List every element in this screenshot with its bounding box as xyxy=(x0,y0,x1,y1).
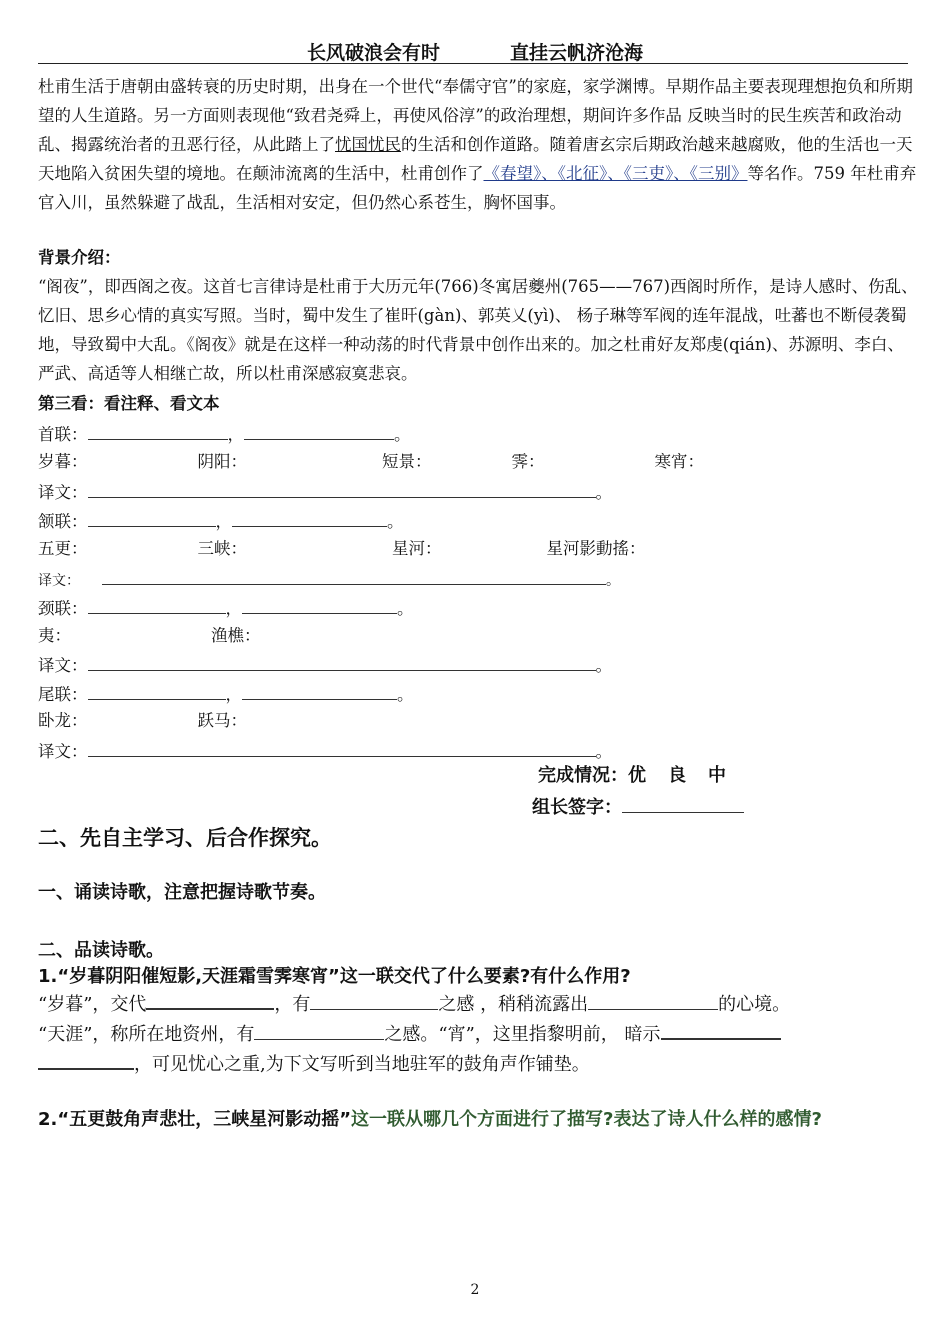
term-yi: 夷： xyxy=(38,626,71,645)
translation-blank-3[interactable] xyxy=(88,652,596,671)
header-left: 长风破浪会有时 xyxy=(306,42,440,64)
q1-text-g: ，可见忧心之重,为下文写听到当地驻军的鼓角声作铺垫。 xyxy=(134,1054,590,1075)
header-right: 直挂云帆济沧海 xyxy=(510,42,644,64)
background-title: 背景介绍： xyxy=(38,248,121,267)
question-1-line-1 xyxy=(38,990,790,1020)
weilian-row xyxy=(38,681,414,707)
section-2-title: 二、先自主学习、后合作探究。 xyxy=(38,826,332,850)
q2-prompt: 这一联从哪几个方面进行了描写?表达了诗人什么样的感情? xyxy=(351,1109,822,1130)
period: 。 xyxy=(595,656,612,675)
question-1: 1.“岁暮阴阳催短影,天涯霜雪霁寒宵”这一联交代了什么要素?有什么作用? xyxy=(38,966,631,987)
q1-blank-3[interactable] xyxy=(588,991,718,1010)
term-wugeng: 五更： xyxy=(38,539,88,558)
term-hanxiao: 寒宵： xyxy=(654,452,704,471)
shoulian-label: 首联： xyxy=(38,425,88,444)
term-suimu: 岁暮： xyxy=(38,452,88,471)
term-xinghe: 星河： xyxy=(392,539,442,558)
hanlian-terms-row xyxy=(38,537,646,561)
question-1-line-3 xyxy=(38,1050,590,1080)
weilian-label: 尾联： xyxy=(38,685,88,704)
q1-blank-5[interactable] xyxy=(661,1020,781,1040)
q1-blank-1[interactable] xyxy=(146,990,274,1010)
period: 。 xyxy=(606,573,620,589)
comma: ， xyxy=(215,512,232,531)
comma: ， xyxy=(227,425,244,444)
period: 。 xyxy=(394,425,411,444)
translation-row-4 xyxy=(38,738,612,764)
term-xinghe-yingdongyao: 星河影動搖： xyxy=(546,539,646,558)
q1-text-d: 的心境。 xyxy=(718,994,791,1015)
bio-text-1: 杜甫生活于唐朝由盛转衰的历史时期，出身在一个世代“奉儒守官”的家庭，家学渊博。早期作品主要表现理想抱负和所期望的人生道路。另一方面则表现他“致君尧舜上，再使风俗淳”的政治理想，期间许多作品 反映当时的民生疾苦和政治动乱、揭露统治者的丑恶行径，从此踏上了 xyxy=(38,77,913,154)
shoulian-terms-row xyxy=(38,450,704,474)
hanlian-row xyxy=(38,508,404,534)
works-link[interactable]: 《春望》、《北征》、《三吏》、《三别》 xyxy=(483,164,748,183)
translation-blank-2[interactable] xyxy=(102,566,606,585)
header-divider xyxy=(38,63,908,64)
term-ji: 霁： xyxy=(511,452,545,471)
term-yuqiao: 渔樵： xyxy=(211,626,261,645)
jinglian-blank-2[interactable] xyxy=(242,595,397,614)
shoulian-blank-1[interactable] xyxy=(88,421,228,440)
leader-signature-blank[interactable] xyxy=(622,794,744,813)
shoulian-blank-2[interactable] xyxy=(244,421,394,440)
page-header xyxy=(0,38,950,65)
q2-poem-line: 2.“五更鼓角声悲壮，三峡星河影动摇” xyxy=(38,1109,352,1130)
period: 。 xyxy=(595,742,612,761)
status-label-excellent[interactable]: 完成情况：优 xyxy=(538,765,646,786)
page-number: 2 xyxy=(470,1282,480,1298)
translation-label: 译文： xyxy=(38,573,80,589)
q1-blank-2[interactable] xyxy=(310,991,438,1010)
translation-blank-4[interactable] xyxy=(88,738,596,757)
bio-text-2: 的生活和创作道路。随着唐玄宗后期政治越来越腐败，他的生活也一天天地陷入贫困失望的境地。在颠沛流离的生活中，杜甫创作了 xyxy=(38,135,913,183)
term-yuema: 跃马： xyxy=(197,711,247,730)
hanlian-label: 颔联： xyxy=(38,512,88,531)
bio-underlined-phrase: 忧国忧民 xyxy=(335,135,401,154)
term-wolong: 卧龙： xyxy=(38,711,88,730)
period: 。 xyxy=(387,512,404,531)
subsection-analyze: 二、品读诗歌。 xyxy=(38,940,164,961)
term-sanxia: 三峡： xyxy=(197,539,247,558)
q1-blank-4[interactable] xyxy=(254,1021,384,1040)
leader-signature-row xyxy=(532,794,744,820)
jinglian-blank-1[interactable] xyxy=(88,595,226,614)
jinglian-row xyxy=(38,595,414,621)
q1-text-f: 之感。“宵”，这里指黎明前， 暗示 xyxy=(384,1024,661,1045)
q1-text-b: ，有 xyxy=(274,994,311,1015)
comma: ， xyxy=(225,685,242,704)
q1-text-a: “岁暮”，交代 xyxy=(38,994,147,1015)
term-duanjing: 短景： xyxy=(382,452,432,471)
hanlian-blank-1[interactable] xyxy=(88,508,216,527)
weilian-blank-1[interactable] xyxy=(88,681,226,700)
translation-label: 译文： xyxy=(38,742,88,761)
jinglian-terms-row xyxy=(38,624,261,648)
third-look-title: 第三看：看注释、看文本 xyxy=(38,394,220,413)
weilian-terms-row xyxy=(38,709,247,733)
background-paragraph: “阁夜”，即西阁之夜。这首七言律诗是杜甫于大历元年(766)冬寓居夔州(765——767)西阁时所作，是诗人感时、伤乱、忆旧、思乡心情的真实写照。当时，蜀中发生了崔旰(gàn)、郭英乂(yì)、 杨子琳等军阀的连年混战，吐蕃也不断侵袭蜀地，导致蜀中大乱。《阁夜》就是在这样一种动荡的时代背景中创作出来的。加之杜甫好友郑虔(qián)、苏源明、李白、严武、高适等人相继亡故，所以杜甫深感寂寞悲哀。 xyxy=(38,277,918,383)
completion-status xyxy=(538,764,726,788)
q1-text-c: 之感 ，稍稍流露出 xyxy=(438,994,589,1015)
period: 。 xyxy=(397,685,414,704)
shoulian-row xyxy=(38,421,411,447)
q1-blank-6[interactable] xyxy=(38,1050,134,1070)
comma: ， xyxy=(225,599,242,618)
status-good[interactable]: 良 xyxy=(668,765,686,786)
hanlian-blank-2[interactable] xyxy=(232,508,387,527)
weilian-blank-2[interactable] xyxy=(242,681,397,700)
question-1-line-2 xyxy=(38,1020,781,1050)
translation-row-2 xyxy=(38,566,620,593)
leader-signature-label: 组长签字： xyxy=(532,797,622,818)
term-yinyang: 阴阳： xyxy=(197,452,247,471)
status-mid[interactable]: 中 xyxy=(708,765,726,786)
translation-label: 译文： xyxy=(38,483,88,502)
translation-row-3 xyxy=(38,652,612,678)
translation-row-1 xyxy=(38,479,612,505)
biography-paragraph xyxy=(38,72,918,217)
jinglian-label: 颈联： xyxy=(38,599,88,618)
question-2 xyxy=(38,1105,918,1135)
translation-blank-1[interactable] xyxy=(88,479,596,498)
period: 。 xyxy=(595,483,612,502)
period: 。 xyxy=(397,599,414,618)
subsection-recite: 一、诵读诗歌，注意把握诗歌节奏。 xyxy=(38,882,326,903)
bio-text-3: 等名作。759 年杜甫弃官入川，虽然躲避了战乱，生活相对安定，但仍然心系苍生，胸怀国事。 xyxy=(38,164,917,212)
translation-label: 译文： xyxy=(38,656,88,675)
q1-text-e: “天涯”，称所在地资州，有 xyxy=(38,1024,255,1045)
